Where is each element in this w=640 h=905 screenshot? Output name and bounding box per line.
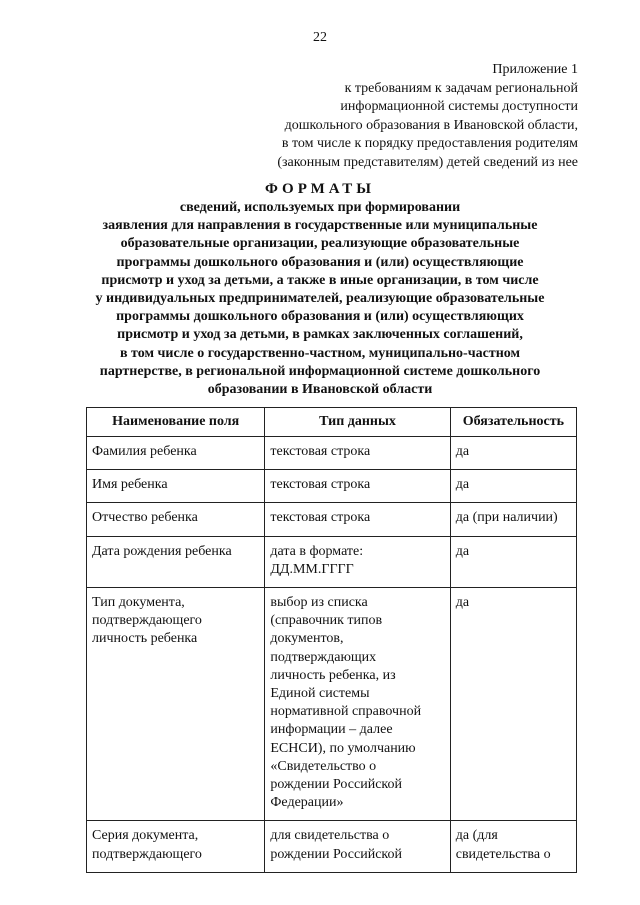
header-data-type: Тип данных [265,408,450,437]
subtitle-line: образовательные организации, реализующие образовательные [120,236,520,252]
appendix-line: Приложение 1 [492,62,578,77]
subtitle-line: присмотр и уход за детьми, а также в иные организации, в том числе [101,272,539,288]
cell-field-name: Тип документа, подтверждающего личность ребенка [87,588,265,821]
table-row [87,503,577,536]
cell-data-type: текстовая строка [265,437,450,470]
table-row [87,536,577,587]
document-title: ФОРМАТЫ [264,181,376,197]
cell-field-name: Серия документа, подтверждающего [87,821,265,872]
table-header-row [87,408,577,437]
subtitle-line: заявления для направления в государственные или муниципальные [102,218,538,234]
cell-data-type: дата в формате: ДД.ММ.ГГГГ [265,536,450,587]
appendix-line: дошкольного образования в Ивановской области, [284,117,578,133]
cell-field-name: Фамилия ребенка [87,437,265,470]
table-row [87,588,577,821]
cell-data-type: для свидетельства о рождении Российской [265,821,450,872]
subtitle-line: в том числе о государственно-частном, муниципально-частном [119,345,521,361]
subtitle-line: программы дошкольного образования и (или) осуществляющих [116,309,524,325]
fields-table [86,407,577,873]
subtitle-line: программы дошкольного образования и (или) осуществляющие [116,254,524,270]
table-row [87,470,577,503]
appendix-line: информационной системы доступности [340,99,578,115]
header-required: Обязательность [450,408,576,437]
subtitle-line: у индивидуальных предпринимателей, реализующие образовательные [95,291,545,307]
table-row [87,437,577,470]
cell-required: да [450,437,576,470]
appendix-line: в том числе к порядку предоставления родителям [281,136,578,152]
cell-field-name: Дата рождения ребенка [87,536,265,587]
subtitle-line: присмотр и уход за детьми, в рамках заключенных соглашений, [117,327,523,343]
appendix-line: к требованиям к задачам региональной [344,80,578,96]
cell-required: да [450,536,576,587]
subtitle-line: партнерстве, в региональной информационной системе дошкольного [99,363,541,379]
cell-required: да [450,470,576,503]
subtitle-line: сведений, используемых при формировании [179,200,461,215]
cell-required: да (при наличии) [450,503,576,536]
appendix-line: (законным представителям) детей сведений из нее [277,154,578,170]
cell-field-name: Имя ребенка [87,470,265,503]
cell-data-type: выбор из списка (справочник типов документов, подтверждающих личность ребенка, из Единой системы нормативной справочной информации – далее ЕСНСИ), по умолчанию «Свидетельство о рождении Российской Федерации» [265,588,450,821]
appendix-header [277,61,578,173]
cell-data-type: текстовая строка [265,470,450,503]
cell-field-name: Отчество ребенка [87,503,265,536]
cell-required: да (для свидетельства о [450,821,576,872]
cell-data-type: текстовая строка [265,503,450,536]
table-row [87,821,577,872]
subtitle-line: образовании в Ивановской области [207,382,433,398]
document-subtitle [60,199,580,399]
cell-required: да [450,588,576,821]
header-field-name: Наименование поля [87,408,265,437]
page-number: 22 [313,30,327,45]
